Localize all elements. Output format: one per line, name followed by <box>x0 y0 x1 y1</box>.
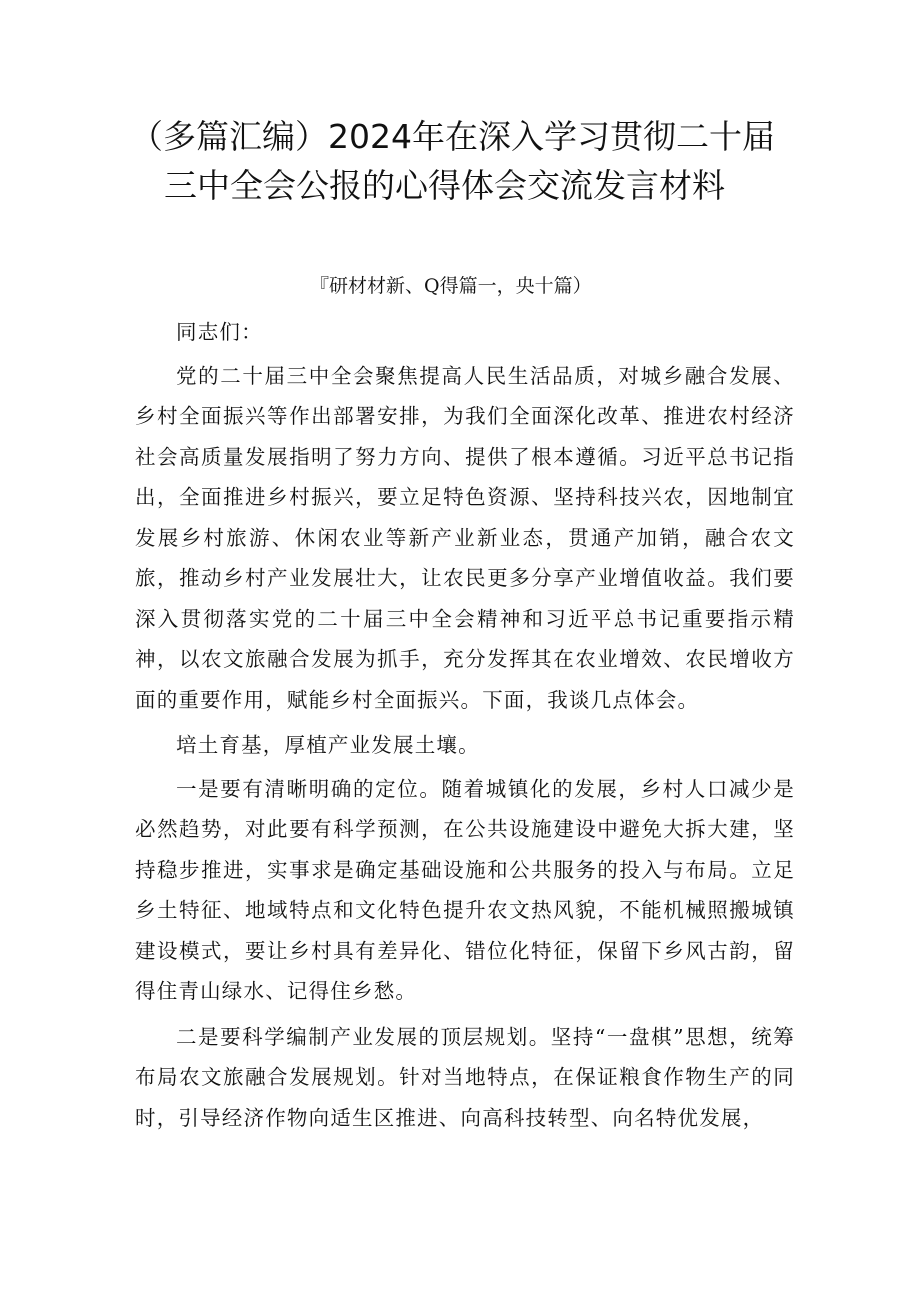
section-heading: 培土育基，厚植产业发展土壤。 <box>176 733 480 757</box>
paragraph-point-1: 一是要有清晰明确的定位。随着城镇化的发展，乡村人口减少是必然趋势，对此要有科学预测，在公共设施建设中避免大拆大建，坚持稳步推进，实事求是确定基础设施和公共服务的投入与布局。立足乡土特征、地域特点和文化特色提升农文热风貌，不能机械照搬城镇建设模式，要让乡村具有差异化、错位化特征，保留下乡风古韵，留得住青山绿水、记得住乡愁。 <box>135 776 795 1003</box>
document-body <box>135 312 795 1143</box>
title-line-2: 三中全会公报的心得体会交流发言材料 <box>164 166 725 205</box>
title-line-1: （多篇汇编）2024年在深入学习贯彻二十届 <box>130 117 775 156</box>
document-title <box>130 112 810 210</box>
greeting: 同志们： <box>176 320 263 344</box>
paragraph-intro: 党的二十届三中全会聚焦提高人民生活品质，对城乡融合发展、乡村全面振兴等作出部署安排，为我们全面深化改革、推进农村经济社会高质量发展指明了努力方向、提供了根本遵循。习近平总书记指出，全面推进乡村振兴，要立足特色资源、坚持科技兴农，因地制宜发展乡村旅游、休闲农业等新产业新业态，贯通产加销，融合农文旅，推动乡村产业发展壮大，让农民更多分享产业增值收益。我们要深入贯彻落实党的二十届三中全会精神和习近平总书记重要指示精神，以农文旅融合发展为抓手，充分发挥其在农业增效、农民增收方面的重要作用，赋能乡村全面振兴。下面，我谈几点体会。 <box>135 363 795 712</box>
paragraph-point-2: 二是要科学编制产业发展的顶层规划。坚持“一盘棋”思想，统筹布局农文旅融合发展规划。针对当地特点，在保证粮食作物生产的同时，引导经济作物向适生区推进、向高科技转型、向名特优发展， <box>135 1024 795 1130</box>
document-subtitle: 『研材材新、Q得篇一，央十篇） <box>310 275 592 297</box>
